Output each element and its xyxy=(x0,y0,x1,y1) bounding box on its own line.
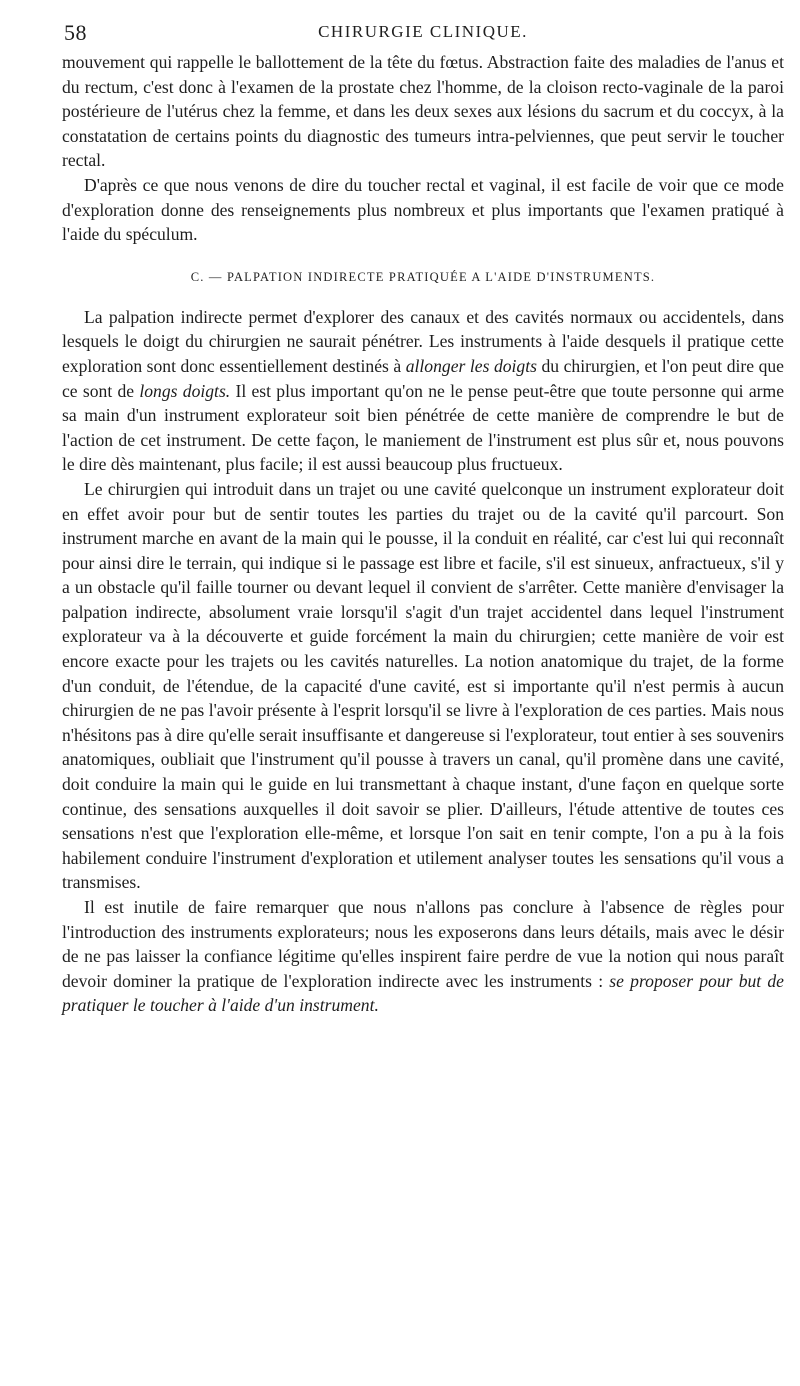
page-number: 58 xyxy=(64,20,87,45)
paragraph-text: Il est plus important qu'on ne le pense peut-être que toute personne qui arme sa main d'un instrument explorateur soit bien pénétrée de cette manière de comprendre le but de l'action de cet instrument. De cette façon, le maniement de l'instrument est plus sûr et, nous pouvons le dire dès maintenant, plus facile; il est aussi beaucoup plus fructueux. xyxy=(62,380,785,475)
paragraph-rules xyxy=(62,895,784,1018)
paragraph-text: La palpation indirecte permet d'explorer des canaux et des cavités normaux ou accidentels, dans lesquels le doigt du chirurgien ne saurait pénétrer. Les instruments à l'aide desquels il pratique cette exploration sont donc essentiellement destinés à xyxy=(62,306,784,376)
paragraph-text: du chirurgien, et l'on peut dire que ce sont de xyxy=(62,355,784,401)
section-heading: C. — PALPATION INDIRECTE PRATIQUÉE A L'AIDE D'INSTRUMENTS. xyxy=(190,269,656,284)
running-title: CHIRURGIE CLINIQUE. xyxy=(318,22,528,41)
paragraph-continuation xyxy=(62,50,784,173)
paragraph-palpation-intro xyxy=(62,305,784,477)
paragraph-text: D'après ce que nous venons de dire du toucher rectal et vaginal, il est facile de voir que ce mode d'exploration donne des renseignements plus nombreux et plus importants que l'examen pratiqué à l'aide du spéculum. xyxy=(62,174,784,245)
paragraph-text: mouvement qui rappelle le ballottement de la tête du fœtus. Abstraction faite des maladies de l'anus et du rectum, c'est donc à l'examen de la prostate chez l'homme, de la cloison recto-vaginale de la paroi postérieure de l'utérus chez la femme, et dans les deux sexes aux lésions du sacrum et du coccyx, à la constatation de certains points du diagnostic des tumeurs intra-pelviennes, que peut servir le toucher rectal. xyxy=(62,52,784,171)
emphasis-text: allonger les doigts xyxy=(405,355,537,376)
paragraph-toucher-summary xyxy=(62,173,784,247)
emphasis-text: se proposer pour but de pratiquer le toucher à l'aide d'un instrument. xyxy=(62,970,784,1016)
running-head xyxy=(62,14,784,50)
paragraph-text: Le chirurgien qui introduit dans un trajet ou une cavité quelconque un instrument explorateur doit en effet avoir pour but de sentir toutes les parties du trajet ou de la cavité qu'il parcourt. Son instrument marche en avant de la main qui le pousse, il la conduit en réalité, car c'est lui qui reconnaît pour ainsi dire le terrain, qui indique si le passage est libre et facile, s'il est sinueux, anfractueux, s'il y a un obstacle qu'il faille tourner ou devant lequel il convient de s'arrêter. Cette manière d'envisager la palpation indirecte, absolument vraie lorsqu'il s'agit d'un trajet accidentel dans lequel l'instrument explorateur va à la découverte et guide forcément la main du chirurgien; cette manière de voir est encore exacte pour les trajets ou les cavités naturelles. La notion anatomique du trajet, de la forme d'un conduit, de l'étendue, de la capacité d'une cavité, est si importante qu'il n'est permis à aucun chirurgien de ne pas l'avoir présente à l'esprit lorsqu'il se livre à l'exploration de ces parties. Mais nous n'hésitons pas à dire qu'elle serait insuffisante et dangereuse si l'explorateur, tout entier à ses souvenirs anatomiques, oubliait que l'instrument qu'il pousse à travers un canal, qu'il promène dans une cavité, doit conduire la main qui le guide en lui transmettant à chaque instant, d'une façon en quelque sorte continue, des sensations auxquelles il doit savoir se plier. D'ailleurs, l'étude attentive de toutes ces sensations n'est que l'exploration elle-même, et lorsque l'on sait en tenir compte, l'on a pu à la fois habilement conduire l'instrument d'exploration et utilement analyser toutes les sensations qu'il vous a transmises. xyxy=(62,478,784,893)
paragraph-instrument-explorer xyxy=(62,477,784,895)
book-page xyxy=(62,14,784,1018)
paragraph-text: Il est inutile de faire remarquer que nous n'allons pas conclure à l'absence de règles pour l'introduction des instruments explorateurs; nous les exposerons dans leurs détails, mais avec le désir de ne pas laisser la confiance légitime qu'elles inspirent faire perdre de vue la notion qui nous paraît devoir dominer la pratique de l'exploration indirecte avec les instruments : xyxy=(62,897,784,991)
emphasis-text: longs doigts. xyxy=(139,380,231,401)
body-text xyxy=(62,50,784,1018)
